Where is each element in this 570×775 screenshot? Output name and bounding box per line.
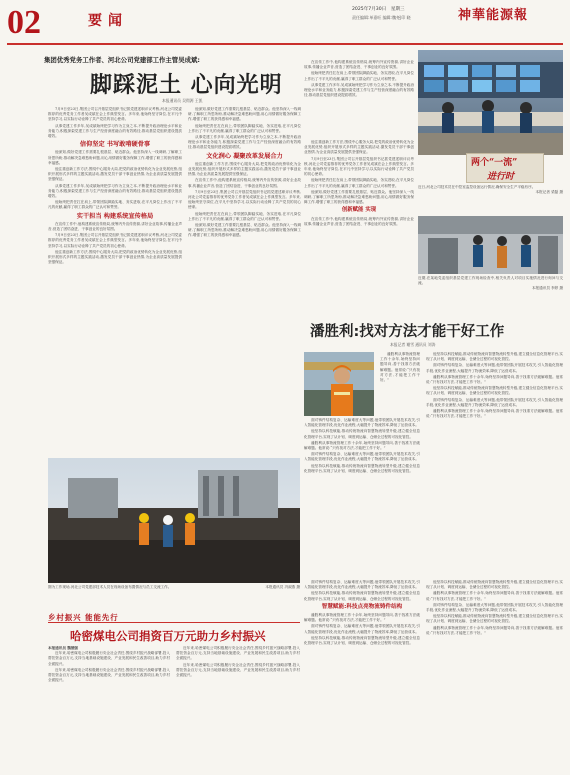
paragraph: 7月9日至23日,集团公司召开基层党组织书记抓党建述职评议考核,河北公司党委推荐的优秀党务工作者吴成斌在会上作典型发言。多年来,他始终坚守岗位,在平凡中坚持学习,以实际行动诠释了共产党员的初心使命。 — [48, 233, 182, 248]
paragraph: 他始终把责任扛在肩上,带领团队脚踏实地、务实进取,在平凡岗位上作出了不平凡的贡献,赢得了职工群众的广泛认可和赞誉。 — [188, 211, 301, 221]
paragraph: 他深知,做好党建工作需要扎根基层、贴近群众。他坚持深入一线调研,了解职工所思所盼,推动解决急难愁盼问题,用心用情做好服务保障工作,增强了职工的获得感和幸福感。 — [48, 150, 182, 165]
paragraph: 从事党建工作多年,吴成斌始终把学习作为立身之本,不断提升政治理论水平和业务能力,积极探索党建工作与生产经营深度融合的有效路径,推动基层党组织建设提质增效。 — [304, 82, 414, 98]
paragraph: 潘胜利从事物流管理工作十余年,始终坚持问题导向,善于找准方法破解难题。他常说:“只有找对方法,才能把工作干好。” — [380, 352, 420, 383]
paragraph: 潘胜利从事物流管理工作十余年,始终坚持问题导向,善于找准方法破解难题。他常说:“只有找对方法,才能把工作干好。” — [426, 409, 563, 419]
paragraph: 他注重创新工作方法,围绕中心服务大局,把党的政治优势转化为企业发展优势,组织开展形式多样的主题实践活动,激发党员干部干事创业热情,为企业高质量发展提供坚强保证。 — [188, 161, 301, 177]
paragraph: 近年来,哈密煤电公司积极履行央企社会责任,围绕乡村振兴战略部署,投入帮扶资金百万元,支持当地基础设施建设、产业发展和民生改善项目,助力乡村全面振兴。 — [176, 646, 300, 661]
paragraph: 7月9日至23日,集团公司召开基层党组织书记抓党建述职评议考核,河北公司党委推荐的优秀党务工作者吴成斌在会上作典型发言。多年来,他始终坚守岗位,在平凡中坚持学习,以实际行动诠释了共产党员的初心使命。 — [304, 156, 414, 177]
paragraph: 他深知,做好党建工作需要扎根基层、贴近群众。他坚持深入一线调研,了解职工所思所盼,推动解决急难愁盼问题,用心用情做好服务保障工作,增强了职工的获得感和幸福感。 — [188, 107, 301, 122]
paragraph: 他坚持以科技赋能,推动传统物流向智慧物流转型升级,建立健全信息化管理平台,实现了从计划、调度到运输、仓储全过程的可视化管控。 — [304, 635, 420, 646]
story1-headline: 脚踩泥土 心向光明 — [90, 72, 283, 98]
masthead-logo: 神華能源報 — [458, 8, 529, 23]
caption-text: 图为工作现场,河北公司党建部技术人员在现场设备布置情况与员工交流工作。 — [48, 585, 172, 589]
caption-text: 近日,河北公司技术员在中控室监控设备运行情况,确保安全生产平稳有序。 — [418, 185, 536, 189]
bottom-tag-rule — [48, 622, 300, 623]
story1-column-1 — [48, 107, 182, 454]
story2-column-1 — [304, 418, 420, 578]
story2-column-4 — [426, 580, 563, 760]
page-number: 02 — [7, 4, 41, 41]
paragraph: 他始终把责任扛在肩上,带领团队脚踏实地、务实进取,在平凡岗位上作出了不平凡的贡献,赢得了职工群众的广泛认可和赞誉。 — [304, 178, 414, 188]
field-site-photo — [48, 458, 300, 583]
caption-credit: 本报记者 梁磊 摄 — [535, 190, 563, 195]
two-first-class-badge — [466, 153, 544, 183]
story1-subhead-2: 实干担当 构建系统宣传格局 — [76, 212, 154, 220]
paragraph: 他坚持以科技赋能,推动传统物流向智慧物流转型升级,建立健全信息化管理平台,实现了从计划、调度到运输、仓储全过程的可视化管控。 — [304, 463, 420, 473]
section-title: 要闻 — [88, 13, 128, 29]
paragraph: 他始终把责任扛在肩上,带领团队脚踏实地、务实进取,在平凡岗位上作出了不平凡的贡献,赢得了职工群众的广泛认可和赞誉。 — [48, 200, 182, 210]
story2-byline: 本报记者 谢雪 通讯员 刘涛 — [390, 342, 436, 347]
editor-line: 责任编辑:单嘉旺 编辑:魏尧|印 晓 — [352, 15, 411, 20]
paragraph: 近年来,哈密煤电公司积极履行央企社会责任,围绕乡村振兴战略部署,投入帮扶资金百万元,支持当地基础设施建设、产业发展和民生改善项目,助力乡村全面振兴。 — [48, 667, 170, 683]
story2-subhead-1: 智慧赋能:科技点亮物流铸件结构 — [321, 603, 403, 610]
paragraph: 潘胜利从事物流管理工作十余年,始终坚持问题导向,善于找准方法破解难题。他常说:“只有找对方法,才能把工作干好。” — [426, 591, 563, 601]
inspection-photo — [418, 216, 563, 274]
paragraph: 他坚持以科技赋能,推动传统物流向智慧物流转型升级,建立健全信息化管理平台,实现了从计划、调度到运输、仓储全过程的可视化管控。 — [304, 591, 420, 601]
story1-kicker: 集团优秀党务工作者、河北公司党建部工作主管吴成斌: — [44, 56, 200, 64]
badge-line-1: 两个“一流” — [471, 158, 518, 168]
paragraph: 面对铸件结构复杂、运输难度大等问题,他带领团队开展技术攻关,引入智能化管理手段,优化作业流程,大幅提升了物流效率,降低了运营成本。 — [304, 580, 420, 590]
paragraph: 面对铸件结构复杂、运输难度大等问题,他带领团队开展技术攻关,引入智能化管理手段,优化作业流程,大幅提升了物流效率,降低了运营成本。 — [426, 397, 563, 407]
paragraph: 他坚持以科技赋能,推动传统物流向智慧物流转型升级,建立健全信息化管理平台,实现了从计划、调度到运输、仓储全过程的可视化管控。 — [426, 386, 563, 396]
story2-column-3 — [304, 580, 420, 760]
paragraph: 面对铸件结构复杂、运输难度大等问题,他带领团队开展技术攻关,引入智能化管理手段,优化作业流程,大幅提升了物流效率,降低了运营成本。 — [426, 363, 563, 373]
bottom-byline: 本报通讯员 魏德强 — [48, 646, 79, 650]
paragraph: 面对铸件结构复杂、运输难度大等问题,他带领团队开展技术攻关,引入智能化管理手段,优化作业流程,大幅提升了物流效率,降低了运营成本。 — [304, 452, 420, 462]
paragraph: 他始终把责任扛在肩上,带领团队脚踏实地、务实进取,在平凡岗位上作出了不平凡的贡献,赢得了职工群众的广泛认可和赞誉。 — [188, 123, 301, 133]
photo-caption-3 — [48, 585, 300, 607]
bottom-headline: 哈密煤电公司捐资百万元助力乡村振兴 — [70, 629, 266, 643]
caption-credit: 本报通讯员 李婷 摄 — [531, 286, 563, 291]
paragraph: 他注重创新工作方法,围绕中心服务大局,把党的政治优势转化为企业发展优势,组织开展形式多样的主题实践活动,激发党员干部干事创业热情,为企业高质量发展提供坚强保证。 — [48, 249, 182, 265]
paragraph: 潘胜利从事物流管理工作十余年,始终坚持问题导向,善于找准方法破解难题。他常说:“只有找对方法,才能把工作干好。” — [304, 440, 420, 451]
story2-intro — [380, 352, 420, 416]
story1-column-3-continued — [304, 140, 414, 300]
story1-subhead-4: 创新赋能 实现 — [341, 207, 377, 214]
paragraph: 潘胜利从事物流管理工作十余年,始终坚持问题导向,善于找准方法破解难题。他常说:“只有找对方法,才能把工作干好。” — [304, 613, 420, 623]
paragraph: 潘胜利从事物流管理工作十余年,始终坚持问题导向,善于找准方法破解难题。他常说:“只有找对方法,才能把工作干好。” — [426, 374, 563, 385]
story1-subhead-1: 信仰坚定 书写敢啃硬骨事 — [79, 141, 151, 149]
story2-column-2 — [426, 352, 563, 578]
paragraph: 7月9日至23日,集团公司召开基层党组织书记抓党建述职评议考核,河北公司党委推荐的优秀党务工作者吴成斌在会上作典型发言。多年来,他始终坚守岗位,在平凡中坚持学习,以实际行动诠释了共产党员的初心使命。 — [188, 189, 301, 210]
story1-column-3 — [304, 60, 414, 140]
control-room-image — [418, 50, 563, 155]
paragraph: 他注重创新工作方法,围绕中心服务大局,把党的政治优势转化为企业发展优势,组织开展形式多样的主题实践活动,激发党员干部干事创业热情,为企业高质量发展提供坚强保证。 — [48, 167, 182, 182]
paragraph: 他深知,做好党建工作需要扎根基层、贴近群众。他坚持深入一线调研,了解职工所思所盼,推动解决急难愁盼问题,用心用情做好服务保障工作,增强了职工的获得感和幸福感。 — [188, 223, 301, 238]
header-rule — [7, 43, 563, 45]
paragraph: 从事党建工作多年,吴成斌始终把学习作为立身之本,不断提升政治理论水平和业务能力,积极探索党建工作与生产经营深度融合的有效路径,推动基层党组织建设提质增效。 — [48, 183, 182, 199]
paragraph: 近年来,哈密煤电公司积极履行央企社会责任,围绕乡村振兴战略部署,投入帮扶资金百万元,支持当地基础设施建设、产业发展和民生改善项目,助力乡村全面振兴。 — [48, 651, 170, 666]
paragraph: 潘胜利从事物流管理工作十余年,始终坚持问题导向,善于找准方法破解难题。他常说:“只有找对方法,才能把工作干好。” — [426, 625, 563, 635]
paragraph: 他深知,做好党建工作需要扎根基层、贴近群众。他坚持深入一线调研,了解职工所思所盼,推动解决急难愁盼问题,用心用情做好服务保障工作,增强了职工的获得感和幸福感。 — [304, 189, 414, 205]
paragraph: 他坚持以科技赋能,推动传统物流向智慧物流转型升级,建立健全信息化管理平台,实现了从计划、调度到运输、仓储全过程的可视化管控。 — [426, 352, 563, 362]
paragraph: 面对铸件结构复杂、运输难度大等问题,他带领团队开展技术攻关,引入智能化管理手段,优化作业流程,大幅提升了物流效率,降低了运营成本。 — [426, 602, 563, 613]
badge-line-2: 进行时 — [487, 172, 515, 182]
story1-column-2 — [188, 107, 301, 454]
worker-portrait-photo — [304, 352, 374, 416]
paragraph: 他坚持以科技赋能,推动传统物流向智慧物流转型升级,建立健全信息化管理平台,实现了从计划、调度到运输、仓储全过程的可视化管控。 — [426, 580, 563, 590]
paragraph: 在宣传工作中,他构建系统宣传格局,统筹内外宣传资源,讲好企业故事,传播企业声音,营造了团结奋进、干事创业的良好氛围。 — [48, 221, 182, 232]
paragraph: 面对铸件结构复杂、运输难度大等问题,他带领团队开展技术攻关,引入智能化管理手段,优化作业流程,大幅提升了物流效率,降低了运营成本。 — [304, 418, 420, 428]
inspection-image — [418, 216, 563, 274]
paragraph: 在宣传工作中,他构建系统宣传格局,统筹内外宣传资源,讲好企业故事,传播企业声音,营造了团结奋进、干事创业的良好氛围。 — [304, 216, 414, 226]
paragraph: 在宣传工作中,他构建系统宣传格局,统筹内外宣传资源,讲好企业故事,传播企业声音,营造了团结奋进、干事创业的良好氛围。 — [188, 178, 301, 188]
paragraph: 在宣传工作中,他构建系统宣传格局,统筹内外宣传资源,讲好企业故事,传播企业声音,营造了团结奋进、干事创业的良好氛围。 — [304, 60, 414, 70]
story2-headline: 潘胜利:找对方法才能干好工作 — [310, 324, 505, 340]
paragraph: 他坚持以科技赋能,推动传统物流向智慧物流转型升级,建立健全信息化管理平台,实现了从计划、调度到运输、仓储全过程的可视化管控。 — [426, 614, 563, 624]
paragraph: 7月9日至23日,集团公司召开基层党组织书记抓党建述职评议考核,河北公司党委推荐的优秀党务工作者吴成斌在会上作典型发言。多年来,他始终坚守岗位,在平凡中坚持学习,以实际行动诠释了共产党员的初心使命。 — [48, 107, 182, 122]
worker-portrait-image — [304, 352, 374, 416]
paragraph: 面对铸件结构复杂、运输难度大等问题,他带领团队开展技术攻关,引入智能化管理手段,优化作业流程,大幅提升了物流效率,降低了运营成本。 — [304, 624, 420, 634]
photo-caption-2 — [418, 276, 563, 298]
photo-caption-1 — [418, 185, 563, 215]
field-site-image — [48, 458, 300, 583]
bottom-tag: 乡村振兴 能能先行 — [48, 613, 119, 622]
paragraph: 他注重创新工作方法,围绕中心服务大局,把党的政治优势转化为企业发展优势,组织开展形式多样的主题实践活动,激发党员干部干事创业热情,为企业高质量发展提供坚强保证。 — [304, 140, 414, 155]
paragraph: 他坚持以科技赋能,推动传统物流向智慧物流转型升级,建立健全信息化管理平台,实现了从计划、调度到运输、仓储全过程的可视化管控。 — [304, 429, 420, 439]
page-header — [0, 0, 570, 46]
paragraph: 近年来,哈密煤电公司积极履行央企社会责任,围绕乡村振兴战略部署,投入帮扶资金百万元,支持当地基础设施建设、产业发展和民生改善项目,助力乡村全面振兴。 — [176, 662, 300, 678]
bottom-story-column-2 — [176, 646, 300, 766]
paragraph: 从事党建工作多年,吴成斌始终把学习作为立身之本,不断提升政治理论水平和业务能力,积极探索党建工作与生产经营深度融合的有效路径,推动基层党组织建设提质增效。 — [48, 123, 182, 139]
paragraph: 从事党建工作多年,吴成斌始终把学习作为立身之本,不断提升政治理论水平和业务能力,积极探索党建工作与生产经营深度融合的有效路径,推动基层党组织建设提质增效。 — [188, 135, 301, 150]
story1-subhead-3: 文化润心 凝聚改革发展合力 — [206, 152, 283, 160]
caption-text: 近期,在某地党委组织基层党建工作现场检查中,相关负责人对项目实施情况进行询问与交流。 — [418, 276, 563, 286]
paragraph: 他始终把责任扛在肩上,带领团队脚踏实地、务实进取,在平凡岗位上作出了不平凡的贡献,赢得了职工群众的广泛认可和赞誉。 — [304, 71, 414, 81]
bottom-story-column-1 — [48, 646, 170, 766]
story1-byline: 本报通讯员 吴彻源 王凯 — [162, 98, 203, 103]
control-room-photo — [418, 50, 563, 155]
date-line: 2025年7月30日 星期三 — [352, 7, 405, 12]
caption-credit: 本报通讯员 冯淑燕 摄 — [265, 585, 300, 589]
